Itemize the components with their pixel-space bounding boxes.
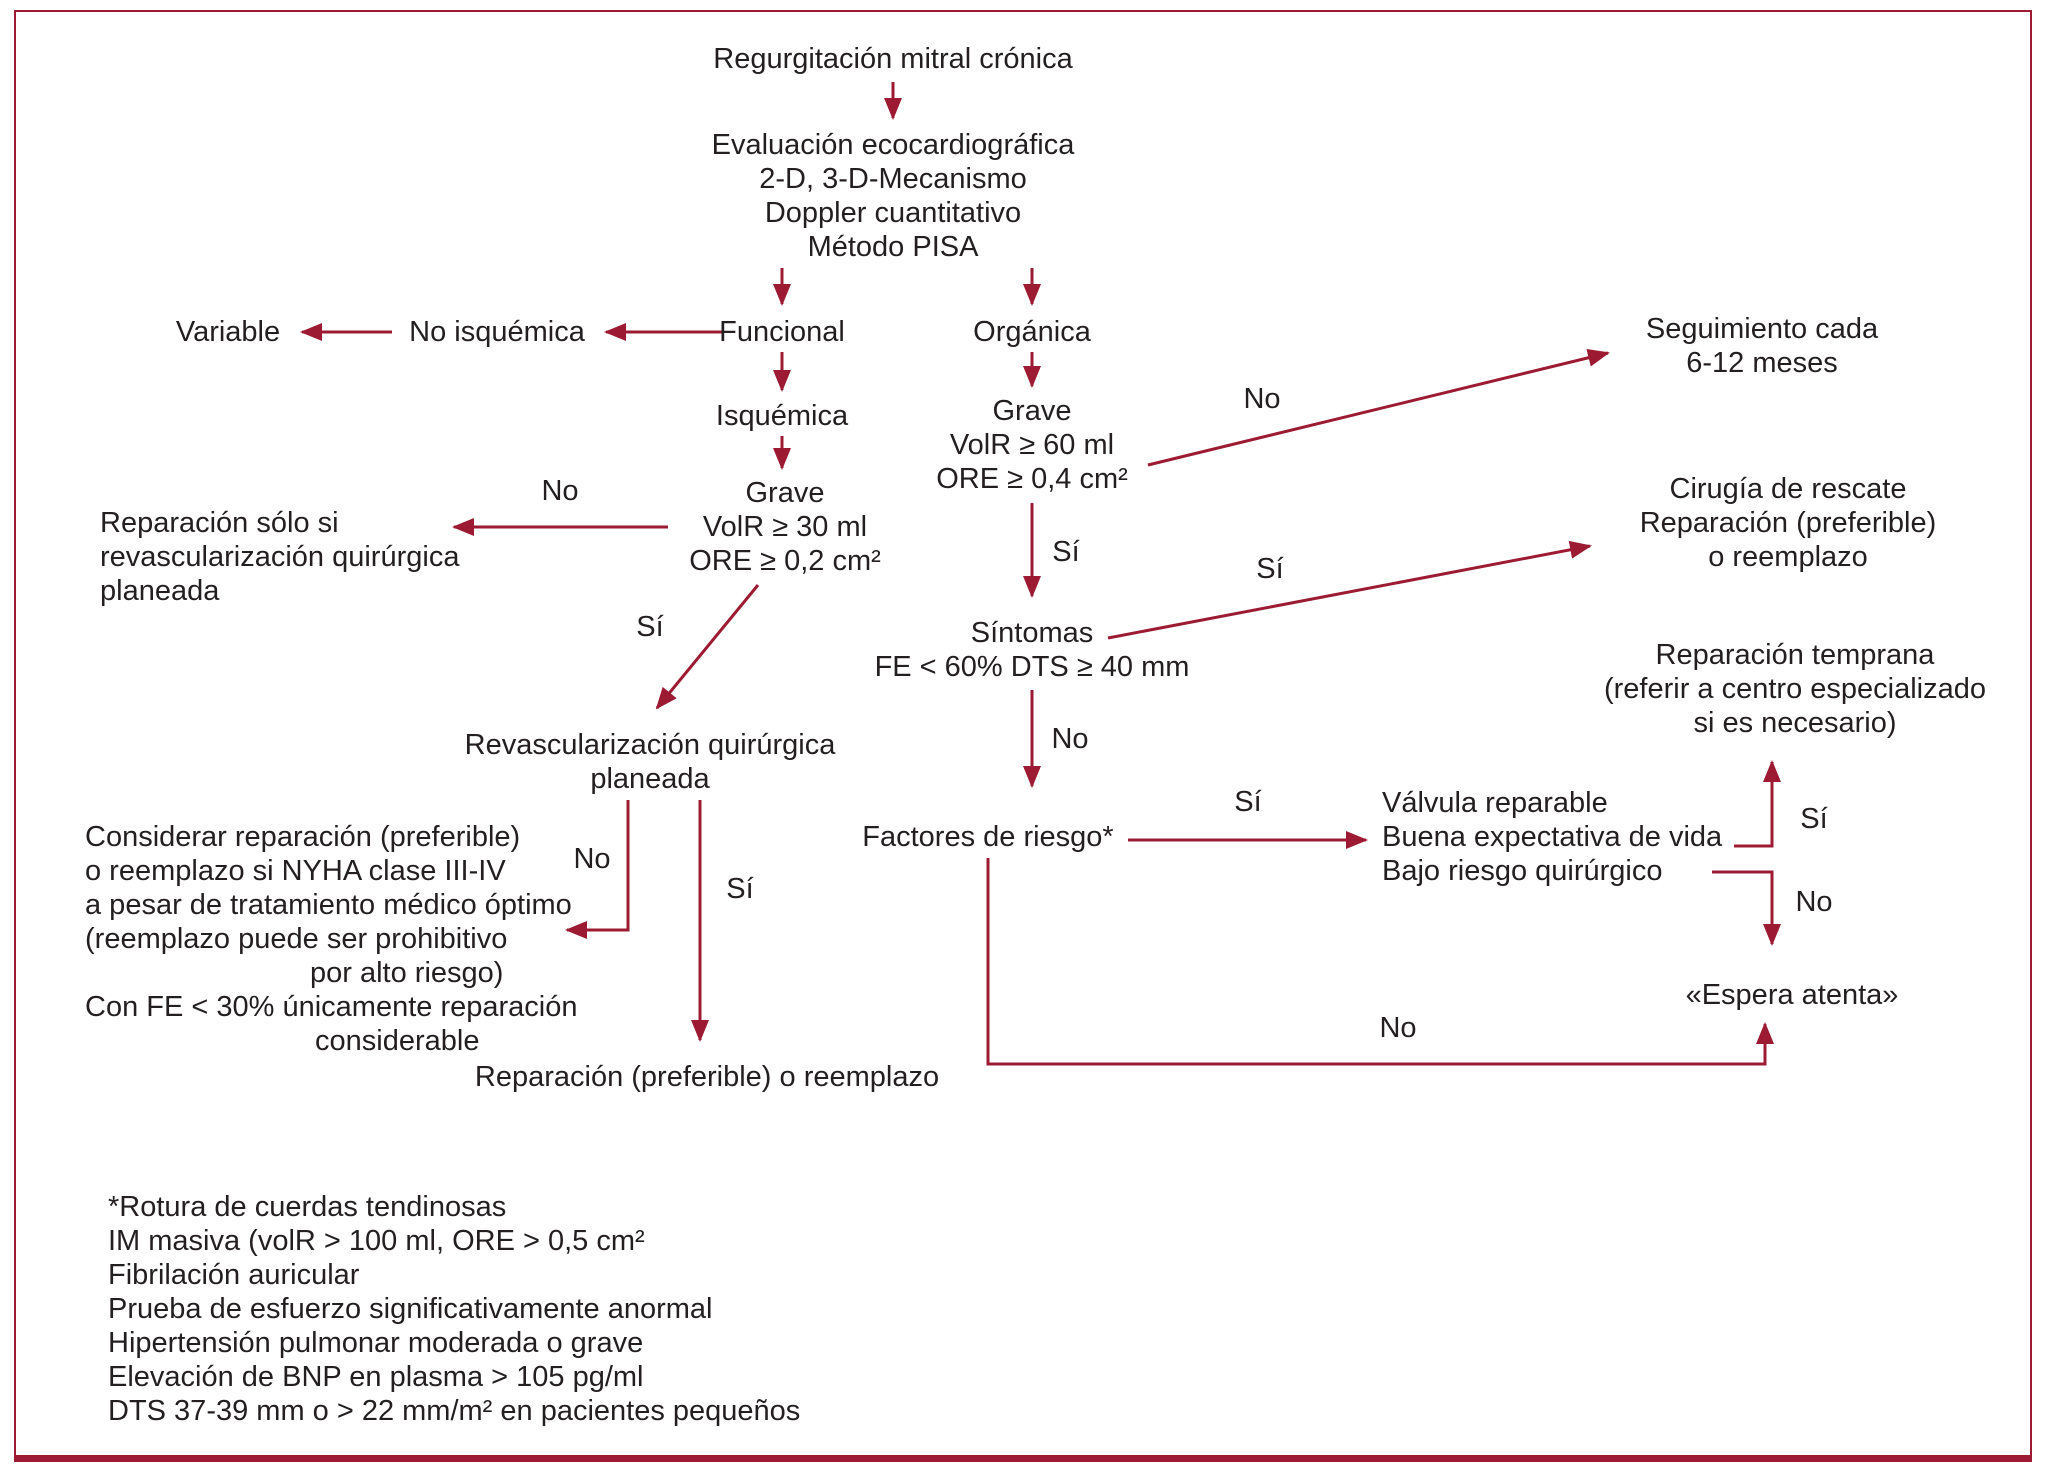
edge-label-si: Sí (1800, 803, 1828, 835)
node-cirugia-de-rescate (1640, 472, 1937, 574)
node-grave-volr-60-line-0: Grave (992, 395, 1072, 427)
node-considerar-reparacion-line-4: por alto riesgo) (310, 957, 504, 989)
arrow-grave-func-si (657, 585, 758, 708)
node-factores-de-riesgo (862, 820, 1113, 854)
footnote-risk-factors-line-3: Prueba de esfuerzo significativamente anormal (108, 1293, 713, 1325)
footnote-risk-factors (108, 1190, 800, 1428)
node-grave-volr-60-line-1: VolR ≥ 60 ml (949, 429, 1115, 461)
node-reparacion-temprana (1604, 638, 1986, 740)
edge-label-si: Sí (1052, 536, 1080, 568)
node-grave-volr-30 (689, 476, 881, 578)
edge-label-no: No (1243, 383, 1281, 415)
node-funcional-line-0: Funcional (719, 316, 845, 348)
node-sintomas (875, 616, 1190, 684)
node-variable-line-0: Variable (175, 316, 281, 348)
node-considerar-reparacion (85, 820, 577, 1058)
footnote-risk-factors-line-4: Hipertensión pulmonar moderada o grave (108, 1327, 644, 1359)
node-evaluacion-ecocardiografica-line-2: Doppler cuantitativo (764, 197, 1022, 229)
arrow-valvula-si-up (1734, 762, 1772, 846)
node-variable (176, 315, 280, 349)
node-considerar-reparacion-line-6: considerable (315, 1025, 480, 1057)
node-reparacion-solo-si-line-2: planeada (100, 575, 220, 607)
node-valvula-reparable-line-1: Buena expectativa de vida (1382, 821, 1723, 853)
edge-label-si: Sí (636, 611, 664, 643)
footnote-risk-factors-line-0: *Rotura de cuerdas tendinosas (108, 1191, 507, 1223)
node-reparacion-preferible-o-reemplazo-line-0: Reparación (preferible) o reemplazo (474, 1061, 940, 1093)
node-valvula-reparable-line-2: Bajo riesgo quirúrgico (1382, 855, 1663, 887)
node-funcional (719, 315, 845, 349)
node-evaluacion-ecocardiografica (712, 128, 1075, 264)
footnote-risk-factors-line-5: Elevación de BNP en plasma > 105 pg/ml (108, 1361, 644, 1393)
node-valvula-reparable-line-0: Válvula reparable (1382, 787, 1608, 819)
node-evaluacion-ecocardiografica-line-1: 2-D, 3-D-Mecanismo (759, 163, 1027, 195)
node-cirugia-de-rescate-line-0: Cirugía de rescate (1669, 473, 1907, 505)
node-grave-volr-30-line-0: Grave (745, 477, 825, 509)
node-espera-atenta-line-0: «Espera atenta» (1685, 979, 1899, 1011)
node-evaluacion-ecocardiografica-line-3: Método PISA (807, 231, 979, 263)
node-revascularizacion-planeada-line-1: planeada (590, 763, 710, 795)
node-considerar-reparacion-line-2: a pesar de tratamiento médico óptimo (85, 889, 572, 921)
node-factores-de-riesgo-line-0: Factores de riesgo* (862, 821, 1114, 853)
node-reparacion-temprana-line-0: Reparación temprana (1655, 639, 1935, 671)
edge-label-si: Sí (726, 873, 754, 905)
node-isquemica-line-0: Isquémica (715, 400, 849, 432)
edge-label-no: No (1379, 1012, 1417, 1044)
edge-label-no: No (541, 475, 579, 507)
node-revascularizacion-planeada (465, 728, 836, 796)
footnote-risk-factors-line-2: Fibrilación auricular (108, 1259, 360, 1291)
node-reparacion-solo-si (100, 506, 459, 608)
arrow-factores-no-long (988, 858, 1765, 1064)
edge-label-no: No (573, 843, 611, 875)
node-organica (973, 315, 1091, 349)
edge-label-si: Sí (1256, 553, 1284, 585)
node-considerar-reparacion-line-5: Con FE < 30% únicamente reparación (85, 991, 578, 1023)
edge-label-no: No (1795, 886, 1833, 918)
node-grave-volr-30-line-2: ORE ≥ 0,2 cm² (689, 545, 881, 577)
node-no-isquemica-line-0: No isquémica (409, 316, 585, 348)
node-espera-atenta (1686, 978, 1899, 1012)
node-seguimiento-6-12-meses (1646, 312, 1878, 380)
node-evaluacion-ecocardiografica-line-0: Evaluación ecocardiográfica (711, 129, 1075, 161)
node-cirugia-de-rescate-line-2: o reemplazo (1708, 541, 1868, 573)
node-grave-volr-30-line-1: VolR ≥ 30 ml (702, 511, 868, 543)
node-reparacion-preferible-o-reemplazo (475, 1060, 939, 1094)
arrow-grave-org-no (1148, 353, 1608, 465)
node-valvula-reparable (1382, 786, 1722, 888)
footnote-risk-factors-line-1: IM masiva (volR > 100 ml, ORE > 0,5 cm² (108, 1225, 645, 1257)
node-regurgitacion-mitral-cronica-line-0: Regurgitación mitral crónica (713, 43, 1073, 75)
node-reparacion-solo-si-line-0: Reparación sólo si (100, 507, 339, 539)
node-considerar-reparacion-line-1: o reemplazo si NYHA clase III-IV (85, 855, 506, 887)
node-regurgitacion-mitral-cronica (713, 42, 1072, 76)
node-reparacion-temprana-line-2: si es necesario) (1693, 707, 1897, 739)
footnote-risk-factors-line-6: DTS 37-39 mm o > 22 mm/m² en pacientes pequeños (108, 1395, 801, 1427)
node-isquemica (716, 399, 848, 433)
edge-label-no: No (1051, 723, 1089, 755)
node-grave-volr-60-line-2: ORE ≥ 0,4 cm² (936, 463, 1128, 495)
node-grave-volr-60 (936, 394, 1128, 496)
node-considerar-reparacion-line-0: Considerar reparación (preferible) (85, 821, 521, 853)
node-organica-line-0: Orgánica (973, 316, 1091, 348)
node-seguimiento-6-12-meses-line-0: Seguimiento cada (1645, 313, 1879, 345)
node-reparacion-solo-si-line-1: revascularización quirúrgica (100, 541, 460, 573)
node-no-isquemica (409, 315, 585, 349)
node-reparacion-temprana-line-1: (referir a centro especializado (1603, 673, 1987, 705)
node-cirugia-de-rescate-line-1: Reparación (preferible) (1639, 507, 1937, 539)
edge-label-si: Sí (1234, 786, 1262, 818)
node-considerar-reparacion-line-3: (reemplazo puede ser prohibitivo (85, 923, 508, 955)
node-seguimiento-6-12-meses-line-1: 6-12 meses (1686, 347, 1838, 379)
node-revascularizacion-planeada-line-0: Revascularización quirúrgica (464, 729, 836, 761)
node-sintomas-line-1: FE < 60% DTS ≥ 40 mm (874, 651, 1190, 683)
node-sintomas-line-0: Síntomas (970, 617, 1094, 649)
